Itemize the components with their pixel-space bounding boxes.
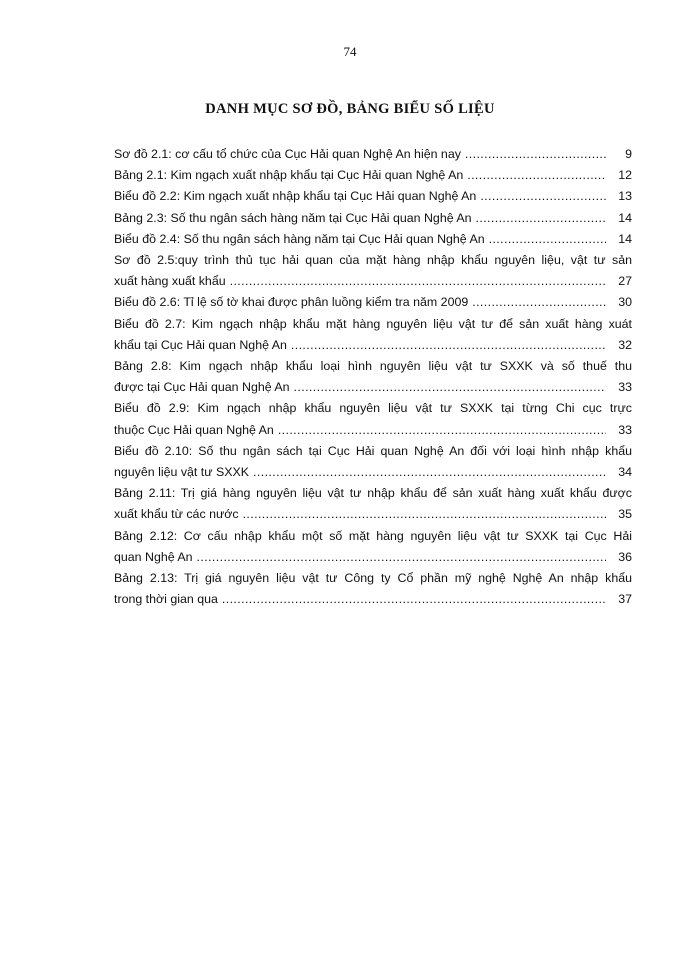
toc-entry-caption: nguyên liệu vật tư SXXK — [114, 465, 250, 480]
toc-entry-caption: khẩu tại Cục Hải quan Nghệ An — [114, 337, 287, 352]
toc-entry-caption: Biểu đồ 2.2: Kim ngạch xuất nhập khẩu tại Cục Hải quan Nghệ An — [114, 189, 477, 204]
toc-entry-text: Bảng 2.13: Trị giá nguyên liệu vật tư Công ty Cổ phần mỹ nghệ Nghệ An nhập khẩu — [114, 571, 632, 586]
toc-entry-line — [114, 420, 632, 441]
toc-entry-page: 32 — [618, 337, 632, 352]
dot-leader — [197, 547, 606, 568]
toc-entry-caption: trong thời gian qua — [114, 592, 218, 607]
dot-leader — [222, 589, 606, 610]
toc-entry-text: Biểu đồ 2.9: Kim ngạch nhập khẩu nguyên liệu vật tư SXXK tại từng Chi cục trực — [114, 401, 632, 416]
toc-entry-line — [114, 186, 632, 207]
toc-entry-line — [114, 335, 632, 356]
toc-entry-line — [114, 377, 632, 398]
toc-entry-line — [114, 229, 632, 250]
toc-entry-caption: thuộc Cục Hải quan Nghệ An — [114, 422, 274, 437]
toc-entry-line — [114, 462, 632, 483]
toc-entry-page: 36 — [618, 549, 632, 564]
dot-leader — [489, 229, 606, 250]
toc-entry-caption: xuất khẩu từ các nước — [114, 507, 239, 522]
toc-entry-page: 34 — [618, 465, 632, 480]
toc-entry-text: Bảng 2.8: Kim ngạch nhập khẩu loại hình nguyên liệu vật tư SXXK và số thuế thu — [114, 359, 632, 374]
dot-leader — [480, 186, 606, 207]
toc-entry-text: Biểu đồ 2.10: Số thu ngân sách tại Cục Hải quan Nghệ An đối với loại hình nhập khẩu — [114, 443, 632, 458]
toc-entry-text: Bảng 2.11: Trị giá hàng nguyên liệu vật tư nhập khẩu để sản xuất hàng xuất khẩu được — [114, 486, 632, 501]
toc-entry-page: 14 — [618, 210, 632, 225]
table-of-figures — [114, 144, 632, 610]
toc-entry — [114, 292, 632, 313]
toc-entry — [114, 526, 632, 568]
dot-leader — [291, 335, 606, 356]
toc-entry-page: 37 — [618, 592, 632, 607]
toc-entry-page: 14 — [618, 231, 632, 246]
toc-entry-caption: quan Nghệ An — [114, 549, 193, 564]
toc-entry-caption: xuất hàng xuất khẩu — [114, 274, 226, 289]
toc-entry-caption: Biểu đồ 2.6: Tỉ lệ số tờ khai được phân luồng kiểm tra năm 2009 — [114, 295, 469, 310]
toc-entry-caption: Bảng 2.1: Kim ngạch xuất nhập khẩu tại Cục Hải quan Nghệ An — [114, 168, 464, 183]
page-number: 74 — [343, 44, 357, 59]
toc-entry-page: 12 — [618, 168, 632, 183]
toc-entry-text: Sơ đồ 2.5:quy trình thủ tục hải quan của mặt hàng nhập khẩu nguyên liệu, vật tư sản — [114, 253, 632, 268]
dot-leader — [243, 504, 606, 525]
dot-leader — [467, 165, 606, 186]
dot-leader — [472, 292, 606, 313]
toc-entry-caption: Bảng 2.3: Số thu ngân sách hàng năm tại Cục Hải quan Nghệ An — [114, 210, 472, 225]
toc-entry — [114, 250, 632, 292]
toc-entry — [114, 398, 632, 440]
toc-entry-line — [114, 208, 632, 229]
page-title: DANH MỤC SƠ ĐỒ, BẢNG BIỂU SỐ LIỆU — [205, 101, 495, 117]
toc-entry-line — [114, 547, 632, 568]
toc-entry-line — [114, 292, 632, 313]
dot-leader — [253, 462, 606, 483]
dot-leader — [230, 271, 606, 292]
toc-entry — [114, 144, 632, 165]
toc-entry — [114, 356, 632, 398]
toc-entry-caption: Biểu đồ 2.4: Số thu ngân sách hàng năm tại Cục Hải quan Nghệ An — [114, 231, 485, 246]
toc-entry-line — [114, 165, 632, 186]
toc-entry-caption: Sơ đồ 2.1: cơ cấu tổ chức của Cục Hải quan Nghệ An hiện nay — [114, 147, 461, 161]
toc-entry-page: 33 — [618, 422, 632, 437]
toc-entry — [114, 186, 632, 207]
toc-entry-text: Biểu đồ 2.7: Kim ngạch nhập khẩu mặt hàng nguyên liệu vật tư để sản xuất hàng xuát — [114, 316, 632, 331]
dot-leader — [465, 144, 606, 165]
toc-entry-text: Bảng 2.12: Cơ cấu nhập khẩu một số mặt hàng nguyên liệu vật tư SXXK tại Cục Hải — [114, 528, 632, 543]
dot-leader — [294, 377, 606, 398]
dot-leader — [278, 420, 606, 441]
toc-entry-line — [114, 271, 632, 292]
toc-entry-line — [114, 144, 632, 165]
toc-entry-page: 13 — [618, 189, 632, 204]
toc-entry — [114, 229, 632, 250]
toc-entry-page: 9 — [625, 147, 632, 161]
toc-entry-page: 33 — [618, 380, 632, 395]
toc-entry — [114, 441, 632, 483]
toc-entry — [114, 208, 632, 229]
toc-entry-line — [114, 589, 632, 610]
toc-entry — [114, 314, 632, 356]
toc-entry-caption: được tại Cục Hải quan Nghệ An — [114, 380, 290, 395]
toc-entry — [114, 568, 632, 610]
toc-entry — [114, 165, 632, 186]
toc-entry-line — [114, 504, 632, 525]
toc-entry — [114, 483, 632, 525]
toc-entry-page: 35 — [618, 507, 632, 522]
toc-entry-page: 27 — [618, 274, 632, 289]
toc-entry-page: 30 — [618, 295, 632, 310]
dot-leader — [476, 208, 606, 229]
